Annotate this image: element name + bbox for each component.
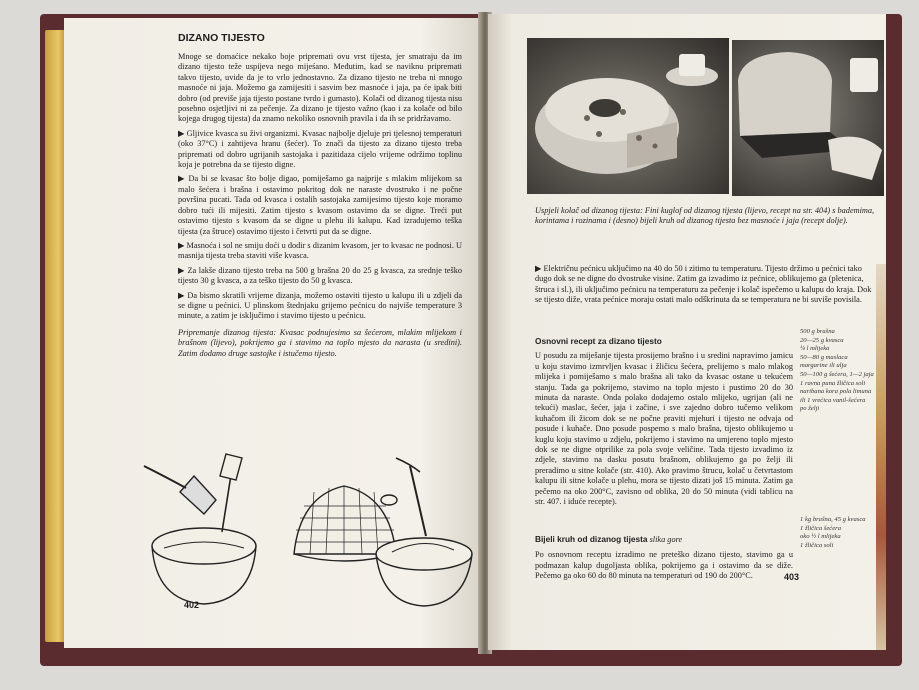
page-edge-strip	[876, 264, 886, 650]
recipe-title: Osnovni recept za dizano tijesto	[535, 336, 662, 346]
left-page	[64, 18, 482, 648]
basic-recipe	[535, 336, 793, 512]
dough-preparation-illustration	[124, 436, 476, 616]
oven-tip: ▶ Električnu pećnicu uključimo na 40 do 50 i zitimo tu temperaturu. Tijesto držimo u pećnici tako dugo dok se ne digne do dvostruke visine. Zatim ga izvadimo iz pećnice, oblikujemo ga (pletenica, štruca i sl.), ili uključimo pećnicu na temperaturu za pečenje i kolač ispečemo u kalupu do kraja. Dok se tijesto diže, vrata pećnice moraju ostati malo odškrinuta da se temperatura ne bi suviše povisila.	[535, 264, 872, 305]
left-body-text	[178, 52, 462, 363]
photo-caption: Uspjeli kolač od dizanog tijesta: Fini kuglof od dizanog tijesta (lijevo, recept na str. 404) s bademima, korintama i rozinama i (desno) bijeli kruh od dizanog tijesta bez masnoće i jaja (recept dolje).	[535, 206, 875, 226]
right-page	[488, 14, 886, 650]
basic-recipe-ingredients: 500 g brašna 20—25 g kvasca ¼ l mlijeka 50—80 g maslaca margarine ili ulja 50—100 g šećera, 1—2 jaja 1 ravna puna žličica soli naribana kora pola limuna ili 1 vrećica vanil-šećera po želji	[800, 328, 874, 413]
tip-paragraph: ▶ Za lakše dizano tijesto treba na 500 g brašna 20 do 25 g kvasca, za srednje teško tijesto 30 g kvasca, a za teško tijesto do 50 g kvasca.	[178, 265, 462, 286]
recipe-note: slika gore	[649, 535, 683, 544]
kuglof-photo	[527, 38, 729, 194]
white-bread-recipe	[535, 534, 793, 586]
white-bread-photo	[732, 40, 884, 196]
white-bread-ingredients: 1 kg brašna, 45 g kvasca 1 žličica šećera oko ½ l mlijeka 1 žličica soli	[800, 516, 866, 549]
recipe-title: Bijeli kruh od dizanog tijesta	[535, 534, 648, 544]
illustration-caption: Pripremanje dizanog tijesta: Kvasac podnujesimo sa šećerom, mlakim mlijekom i brašnom (lijevo), pokrijemo ga i stavimo na toplo mjesto da narasta (u sredini). Zatim dodamo druge sastojke i istučemo tijesto.	[178, 327, 462, 358]
recipe-text: Po osnovnom receptu izradimo ne preteško dizano tijesto, stavimo ga u podmazan kalup dugoljasta oblika, pokrijemo ga i ostavimo da se diže. Pečemo ga oko 60 do 80 minuta na temperaturi od 190 do 200°C.	[535, 550, 793, 581]
page-heading: DIZANO TIJESTO	[178, 32, 265, 44]
intro-paragraph: Mnoge se domaćice nekako boje pripremati ovu vrst tijesta, jer smatraju da im dizano tijesto teže uspijeva nego mijeśano. Međutim, kad se naviknu pripremati takvo tijesto, uvide da je to vrlo jednostavno. Za dizano tijesto ne treba ni mnogo masnoće ni jaja. Možemo ga zamijesiti i sasvim bez masnoće i jaja, pa će ipak biti dobro (od previše jaja tijesto postane tvrdo i gumasto). Kolači od dizanog tijesta nisu posebno osjetljivi ni za pečenje. Za dizano je tijesto važno (kao i za kolače od bilo kojega drugog tijesta) da znamo nekoliko osnovnih pravila i da ih se pridržavamo.	[178, 52, 462, 124]
tip-paragraph: ▶ Gljivice kvasca su živi organizmi. Kvasac najbolje djeluje pri tjelesnoj temperaturi (oko 37°C) i zahtijeva hranu (šećer). To znači da tijesto za dizano tijesto treba pripremati od dobro ugrijanih sastojaka i pazitidaza cijelo vrijeme održimo toplinu koja je potrebna da se tijesto digne.	[178, 128, 462, 170]
page-number: 402	[184, 600, 200, 610]
tip-paragraph: ▶ Masnoća i sol ne smiju doći u dodir s dizanim kvasom, jer to kvasac ne podnosi. U masnija tijesta treba staviti više kvasca.	[178, 240, 462, 261]
page-number: 403	[784, 572, 800, 582]
tip-paragraph: ▶ Da bi se kvasac što bolje digao, pomiješamo ga najprije s mlakim mlijekom sa malo šećera i brašna i ostavimo pokritog dok ne naraste dvostruko i ne počne površina pucati. Tada od kvasca i ostalih sastojaka zamijesimo tijesto koje moramo dobro tući ili mijesiti. Zatim tijesto s kvasom ostavimo da se digne. Treći put ostavimo tijesto s kvasom da se digne u plehu ili kalupu. Kad izradujemo teška tijesta (za štruce) ostavimo tijesto i četvrti put da se digne.	[178, 174, 462, 236]
recipe-text: U posudu za miješanje tijesta prosijemo brašno i u sredini napravimo jamicu u koju stavimo izmrvljen kvasac i žličicu šećera, prelijemo s malo mlakog mlijeka i pomiješamo s malo brašna ali tako da kvasac ostane u tekućem stanju. Tada ga pokrijemo, stavimo na toplo mjesto i pustimo 20 do 30 minuta da naraste. Onda polako dodajemo ostalo mlijeko, ugrijan (ali ne tekući) maslac, šećer, jaja i začine, i sve zajedno dobro tučemo velikom kuhačom ili žicom dok se ne počne praviti mjehuri i tijesto ne odvaja od posude i kuhače. Dno posude pospemo s malo brašna, tijesto oblikujemo u kuglu koju stavimo u zdjelu, pokrijemo i stavimo na umjereno toplo mjesto dok se ne digne otprilike za pola svoje veličine. Tada tijesto izvadimo iz zdjele, stavimo na dasku posutu brašnom, oblikujemo ga po želji ili preradimo u sitne kolače (str. 410). Ako pravimo štrucu, kolač u četvrtastom kalupu ili sitne kolače u plehu, mora se tijesto dizati još 15 minuta. Zatim ga pečemo na oko 200°C, zavisno od oblika, 20 do 50 minuta (vidi tablicu na str. 407. i iduće recepte).	[535, 351, 793, 507]
tip-paragraph: ▶ Da bismo skratili vrijeme dizanja, možemo ostaviti tijesto u kalupu ili u zdjeli da se digne u pećnici. U plinskom štednjaku grijemo pećnicu do najviše temperature 3 minute, a zatim je isključimo i stavimo tijesto u pećnicu.	[178, 290, 462, 321]
